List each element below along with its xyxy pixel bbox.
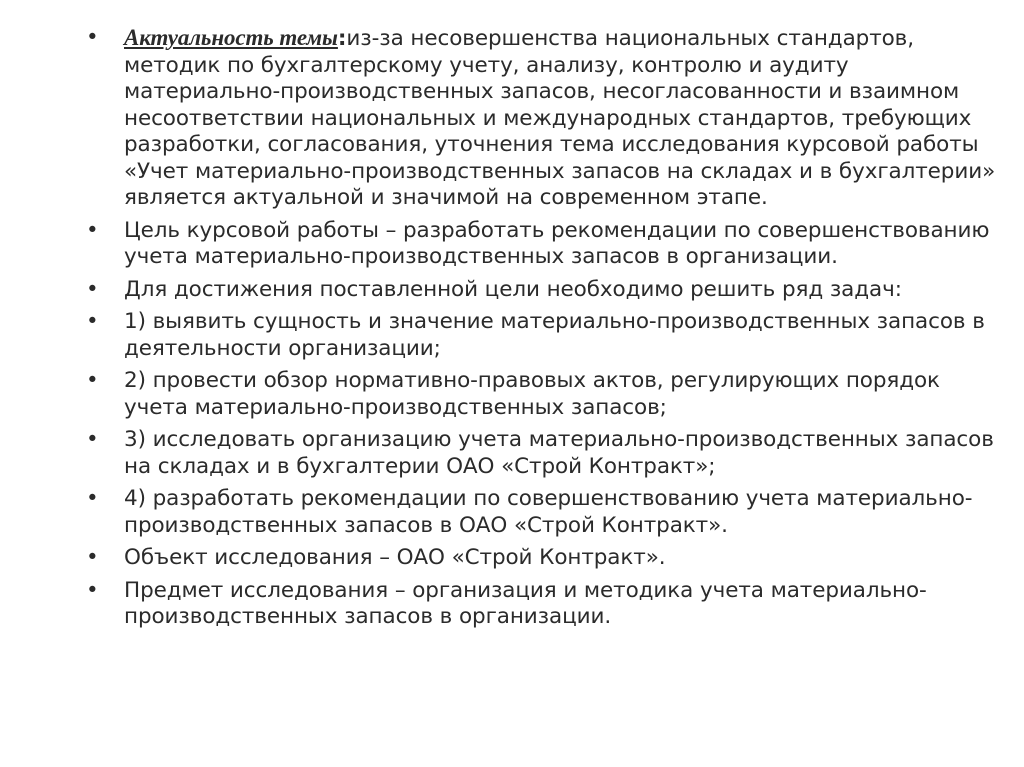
bullet-marker: • (86, 25, 99, 50)
bullet-item-object (86, 545, 996, 572)
bullet-item-tasks-intro (86, 277, 996, 304)
subject-text: Предмет исследования – организация и методика учета материально-производственных запасов в организации. (124, 577, 927, 629)
task-4-text: 4) разработать рекомендации по совершенствованию учета материально-производственных запасов в ОАО «Строй Контракт». (124, 486, 973, 538)
task-2-text: 2) провести обзор нормативно-правовых актов, регулирующих порядок учета материально-производственных запасов; (124, 368, 940, 420)
bullet-item-relevance (86, 25, 996, 212)
bullet-item-goal (86, 218, 996, 271)
relevance-text: из-за несовершенства национальных стандартов, методик по бухгалтерскому учету, анализу, контролю и аудиту материально-производственных запасов, несогласованности и взаимном несоответствии национальных и международных стандартов, требующих разработки, согласования, уточнения тема исследования курсовой работы «Учет материально-производственных запасов на складах и в бухгалтерии» является актуальной и значимой на современном этапе. (124, 26, 996, 210)
bullet-marker: • (86, 577, 99, 603)
bullet-item-task-4 (86, 486, 996, 539)
bullet-item-task-3 (86, 427, 996, 480)
bullet-marker: • (86, 368, 99, 393)
bullet-marker: • (86, 545, 99, 570)
bullet-item-subject (86, 578, 996, 631)
relevance-heading: Актуальность темы (124, 25, 338, 50)
tasks-intro-text: Для достижения поставленной цели необходимо решить ряд задач: (124, 276, 902, 302)
task-3-text: 3) исследовать организацию учета материально-производственных запасов на складах и в бухгалтерии ОАО «Строй Контракт»; (124, 427, 994, 479)
bullet-marker: • (86, 217, 99, 243)
bullet-item-task-1 (86, 309, 996, 362)
bullet-marker: • (86, 427, 99, 452)
task-1-text: 1) выявить сущность и значение материально-производственных запасов в деятельности организации; (124, 309, 985, 361)
bullet-marker: • (86, 309, 99, 334)
object-text: Объект исследования – ОАО «Строй Контракт». (124, 545, 666, 570)
relevance-colon: : (337, 26, 347, 51)
bullet-marker: • (86, 276, 99, 302)
bullet-list (86, 25, 996, 637)
goal-text: Цель курсовой работы – разработать рекомендации по совершенствованию учета материально-производственных запасов в организации. (124, 217, 990, 269)
bullet-marker: • (86, 486, 99, 511)
bullet-item-task-2 (86, 368, 996, 421)
